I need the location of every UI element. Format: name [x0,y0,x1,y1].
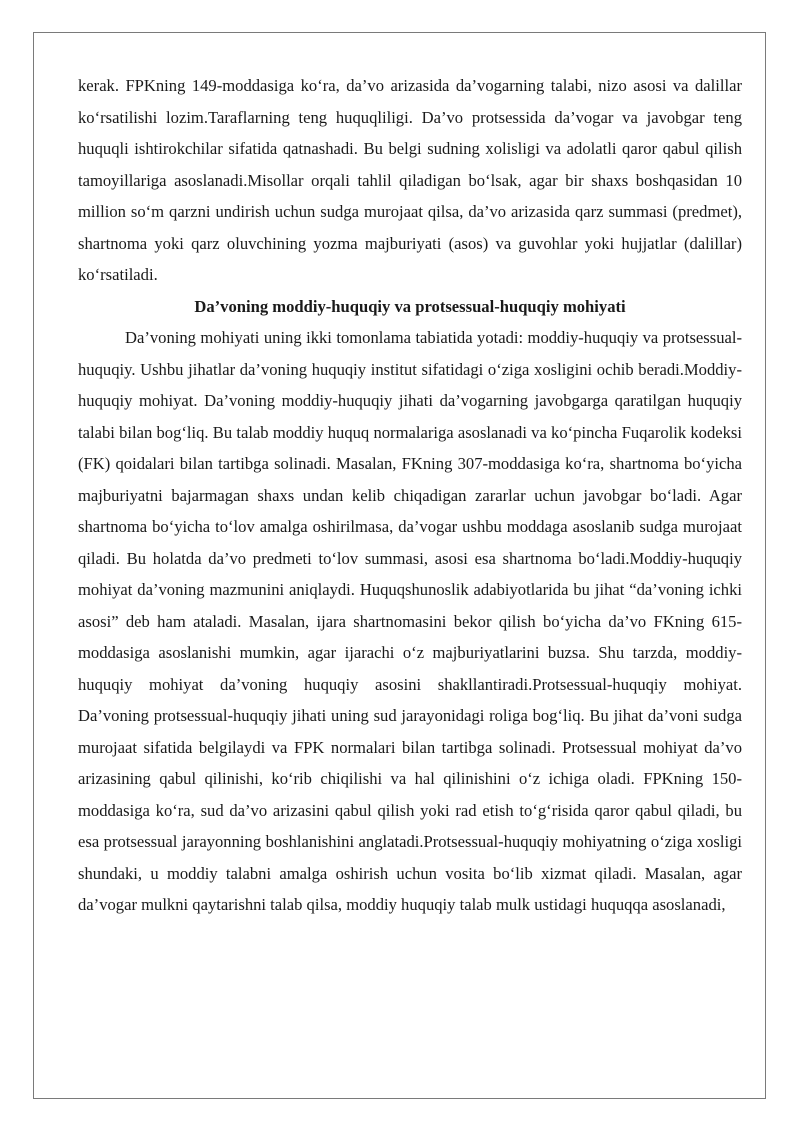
paragraph-intro: kerak. FPKning 149-moddasiga ko‘ra, da’vo arizasida da’vogarning talabi, nizo asosi va dalillar ko‘rsatilishi lozim.Taraflarning teng huquqliligi. Da’vo protsessida da’vogar va javobgar teng huquqli ishtirokchilar sifatida qatnashadi. Bu belgi sudning xolisligi va adolatli qaror qabul qilish tamoyillariga asoslanadi.Misollar orqali tahlil qiladigan bo‘lsak, agar bir shaxs boshqasidan 10 million so‘m qarzni undirish uchun sudga murojaat qilsa, da’vo arizasida qarz summasi (predmet), shartnoma yoki qarz oluvchining yozma majburiyati (asos) va guvohlar yoki hujjatlar (dalillar) ko‘rsatiladi. [78,76,742,284]
document-body [78,70,742,921]
section-heading: Da’voning moddiy-huquqiy va protsessual-huquqiy mohiyati [194,296,626,316]
paragraph-main: Da’voning mohiyati uning ikki tomonlama tabiatida yotadi: moddiy-huquqiy va protsessual-huquqiy. Ushbu jihatlar da’voning huquqiy institut sifatidagi o‘ziga xosligini ochib beradi.Moddiy-huquqiy mohiyat. Da’voning moddiy-huquqiy jihati da’vogarning javobgarga qaratilgan huquqiy talabi bilan bog‘liq. Bu talab moddiy huquq normalariga asoslanadi va ko‘pincha Fuqarolik kodeksi (FK) qoidalari bilan tartibga solinadi. Masalan, FKning 307-moddasiga ko‘ra, shartnoma bo‘yicha majburiyatni bajarmagan shaxs undan kelib chiqadigan zararlar uchun javobgar bo‘ladi. Agar shartnoma bo‘yicha to‘lov amalga oshirilmasa, da’vogar ushbu moddaga asoslanib sudga murojaat qiladi. Bu holatda da’vo predmeti to‘lov summasi, asosi esa shartnoma bo‘ladi.Moddiy-huquqiy mohiyat da’voning mazmunini aniqlaydi. Huquqshunoslik adabiyotlarida bu jihat “da’voning ichki asosi” deb ham ataladi. Masalan, ijara shartnomasini bekor qilish bo‘yicha da’vo FKning 615-moddasiga asoslanishi mumkin, agar ijarachi o‘z majburiyatlarini buzsa. Shu tarzda, moddiy-huquqiy mohiyat da’voning huquqiy asosini shakllantiradi.Protsessual-huquqiy mohiyat. Da’voning protsessual-huquqiy jihati uning sud jarayonidagi roliga bog‘liq. Bu jihat da’voni sudga murojaat sifatida belgilaydi va FPK normalari bilan tartibga solinadi. Protsessual mohiyat da’vo arizasining qabul qilinishi, ko‘rib chiqilishi va hal qilinishini o‘z ichiga oladi. FPKning 150-moddasiga ko‘ra, sud da’vo arizasini qabul qilish yoki rad etish to‘g‘risida qaror qabul qiladi, bu esa protsessual jarayonning boshlanishini anglatadi.Protsessual-huquqiy mohiyatning o‘ziga xosligi shundaki, u moddiy talabni amalga oshirish uchun vosita bo‘lib xizmat qiladi. Masalan, agar da’vogar mulkni qaytarishni talab qilsa, moddiy huquqiy talab mulk ustidagi huquqqa asoslanadi, [78,328,742,914]
